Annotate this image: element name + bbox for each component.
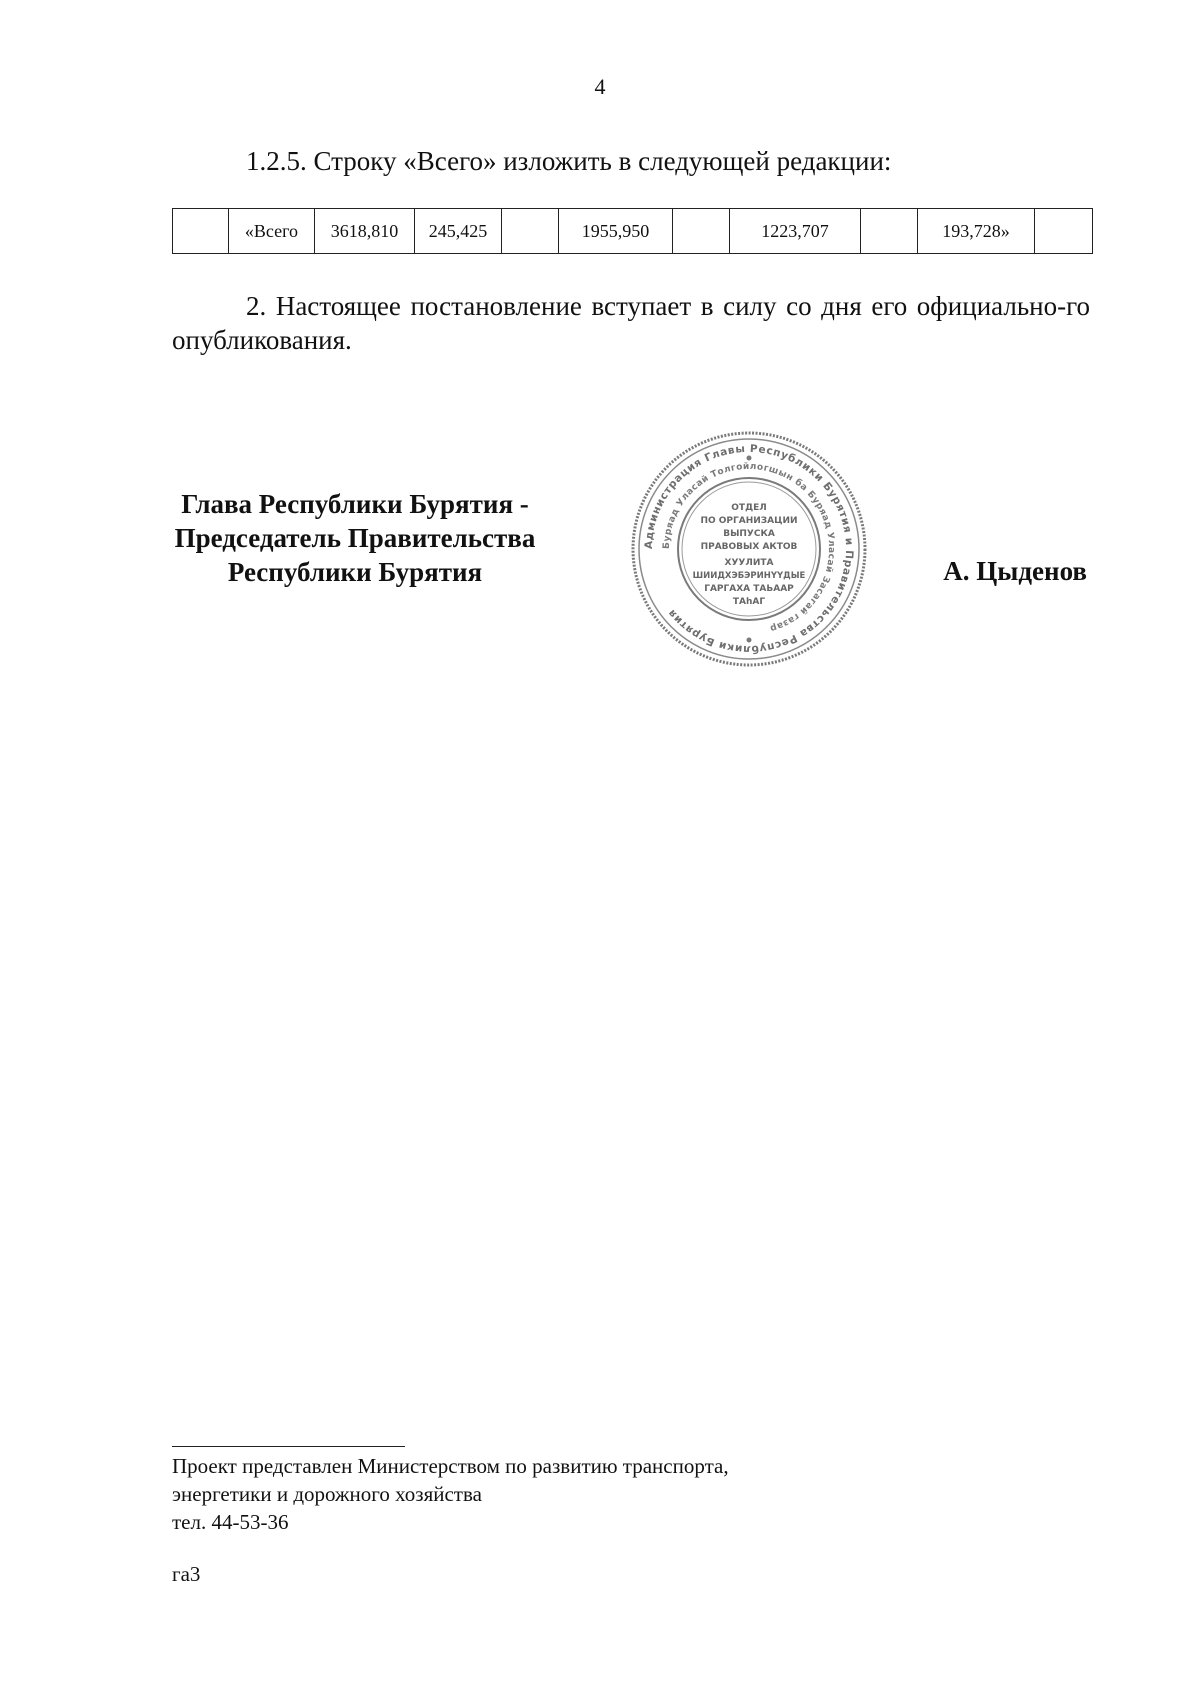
table-cell: 1955,950 [559, 209, 673, 254]
table-row [173, 209, 1093, 254]
footnote-line: Проект представлен Министерством по развитию транспорта, [172, 1454, 729, 1478]
seal-center-line: ШИИДХЭБЭРИНҮҮДЫЕ [692, 571, 806, 581]
table-cell [1035, 209, 1093, 254]
table-cell [861, 209, 918, 254]
table-cell [173, 209, 229, 254]
footnote-line: энергетики и дорожного хозяйства [172, 1482, 482, 1506]
seal-center-line: ОТДЕЛ [731, 503, 767, 513]
signatory-title-line: Глава Республики Бурятия - [181, 489, 529, 519]
table-cell [502, 209, 559, 254]
seal-center-line: ТАһАГ [732, 597, 766, 607]
seal-center-line: ПРАВОВЫХ АКТОВ [700, 542, 798, 552]
seal-center-line: ВЫПУСКА [723, 529, 775, 539]
paragraph-amendment-intro: 1.2.5. Строку «Всего» изложить в следующей редакции: [246, 146, 892, 176]
table-cell: 3618,810 [315, 209, 415, 254]
document-code: га3 [172, 1562, 201, 1586]
seal-center-line: ГАРГАХА ТАЬААР [704, 584, 794, 594]
table-cell-label: «Всего [229, 209, 315, 254]
amendment-table [172, 208, 1093, 254]
footnote-divider [172, 1446, 405, 1447]
seal-outer-text: Администрация Главы Республики Бурятия и Правительства Республики Бурятия [642, 442, 856, 656]
signatory-title [150, 487, 560, 589]
signatory-name: А. Цыденов [943, 556, 1087, 586]
table-cell: 193,728» [918, 209, 1035, 254]
seal-center-line: ХУУЛИТА [724, 558, 774, 568]
signatory-title-line: Председатель Правительства [174, 523, 536, 553]
footnote-line: тел. 44-53-36 [172, 1510, 289, 1534]
table-cell: 245,425 [415, 209, 502, 254]
signatory-title-line: Республики Бурятия [227, 557, 483, 587]
official-seal [628, 428, 870, 670]
seal-inner-ring-text: Буряад Уласай Толгойлогшын ба Буряад Уласай Засагай газар [661, 461, 837, 634]
paragraph-entry-into-force: 2. Настоящее постановление вступает в силу со дня его официально-го опубликования. [172, 291, 1090, 355]
page-number: 4 [594, 74, 606, 99]
seal-center-line: ПО ОРГАНИЗАЦИИ [700, 516, 798, 526]
table-cell [673, 209, 730, 254]
table-cell: 1223,707 [730, 209, 861, 254]
footnote [172, 1452, 972, 1536]
